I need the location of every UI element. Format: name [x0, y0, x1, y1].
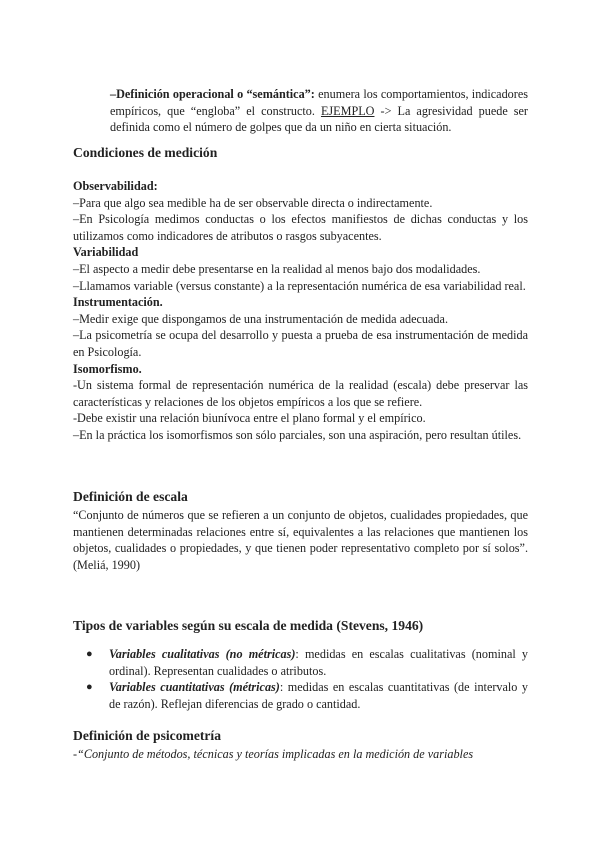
variables-cuantitativas-term: Variables cuantitativas (métricas) [109, 680, 280, 695]
psicometria-heading: Definición de psicometría [73, 728, 221, 743]
variables-cualitativas-text: : medidas en escalas cualitativas (nominal y ordinal). Representan cualidades o atributos. [109, 647, 528, 678]
instrumentacion-line-1: –Medir exige que dispongamos de una instrumentación de medida adecuada. [73, 311, 448, 326]
escala-heading: Definición de escala [73, 489, 188, 504]
ejemplo-link[interactable]: EJEMPLO [320, 103, 375, 118]
definicion-operacional-paragraph [110, 86, 528, 136]
variabilidad-title: Variabilidad [73, 245, 139, 260]
variables-cualitativas-term: Variables cualitativas (no métricas) [109, 647, 296, 661]
variabilidad-line-1: –El aspecto a medir debe presentarse en la realidad al menos bajo dos modalidades. [73, 261, 481, 276]
variabilidad-line-2: –Llamamos variable (versus constante) a la representación numérica de esa variabilidad real. [73, 278, 526, 293]
condiciones-section [73, 178, 528, 444]
variables-cuantitativas-text: : medidas en escalas cuantitativas (de intervalo y de razón). Reflejan diferencias de grado o cantidad. [109, 680, 528, 711]
instrumentacion-title: Instrumentación. [73, 295, 163, 310]
condiciones-heading: Condiciones de medición [73, 145, 218, 160]
list-item [73, 646, 528, 679]
isomorfismo-line-3: –En la práctica los isomorfismos son sólo parciales, son una aspiración, pero resultan útiles. [73, 427, 522, 442]
tipos-heading: Tipos de variables según su escala de medida (Stevens, 1946) [73, 618, 424, 633]
bullet-icon: ● [86, 681, 93, 694]
bullet-icon: ● [86, 648, 93, 660]
definicion-operacional-example: -> La agresividad puede ser definida como el número de golpes que da un niño en cierta situación. [110, 103, 528, 135]
observabilidad-title: Observabilidad: [73, 179, 158, 193]
escala-quote: “Conjunto de números que se refieren a un conjunto de objetos, cualidades propiedades, que mantienen determinadas relaciones entre sí, equivalentes a las relaciones que mantienen los objetos, cualidades o propiedades, y que tienen poder representativo completo por sí solos”. (Meliá, 1990) [73, 508, 528, 572]
instrumentacion-line-2: –La psicometría se ocupa del desarrollo y puesta a prueba de esa instrumentación de medida en Psicología. [73, 328, 528, 359]
definicion-operacional-term: –Definición operacional o “semántica”: [110, 87, 315, 101]
tipos-list [73, 646, 528, 712]
list-item [73, 679, 528, 712]
observabilidad-line-1: –Para que algo sea medible ha de ser observable directa o indirectamente. [73, 195, 433, 210]
observabilidad-line-2: –En Psicología medimos conductas o los efectos manifiestos de dichas conductas y los utilizamos como indicadores de atributos o rasgos subyacentes. [73, 212, 528, 243]
isomorfismo-line-2: -Debe existir una relación biunívoca entre el plano formal y el empírico. [73, 411, 426, 426]
psicometria-text: -“Conjunto de métodos, técnicas y teorías implicadas en la medición de variables [73, 747, 474, 761]
isomorfismo-line-1: -Un sistema formal de representación numérica de la realidad (escala) debe preservar las características y relaciones de los objetos empíricos a los que se refiere. [73, 378, 528, 409]
isomorfismo-title: Isomorfismo. [73, 361, 142, 376]
definicion-operacional-text: enumera los comportamientos, indicadores empíricos, que “engloba” el constructo. [110, 87, 528, 118]
